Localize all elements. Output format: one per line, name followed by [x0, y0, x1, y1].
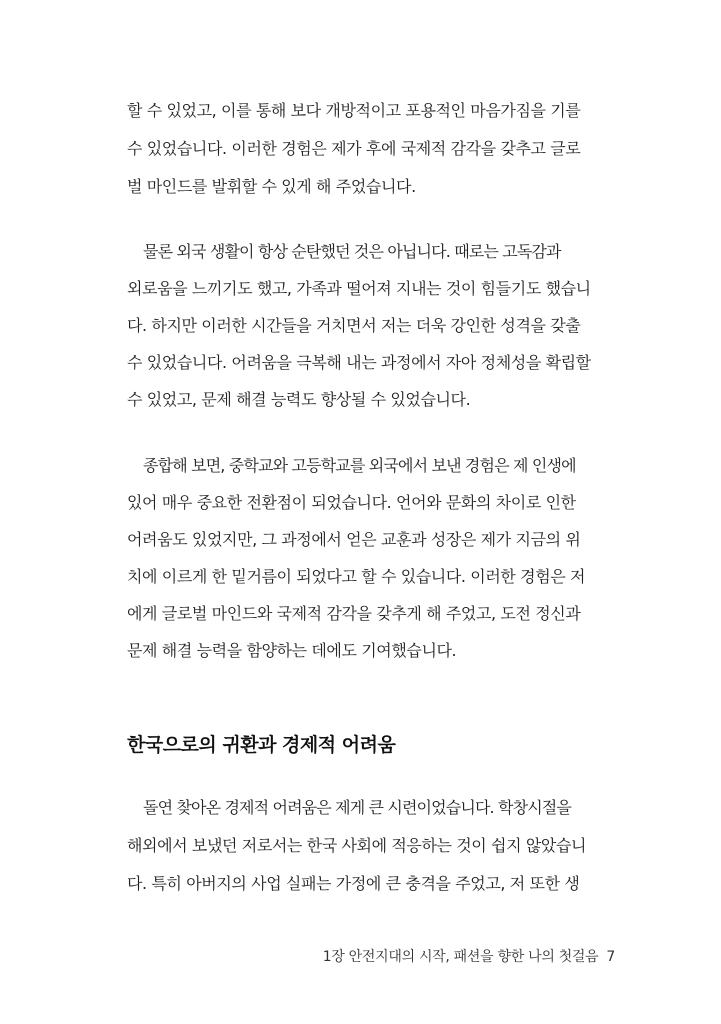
page-footer	[323, 946, 615, 966]
paragraph-line: 해외에서 보냈던 저로서는 한국 사회에 적응하는 것이 쉽지 않았습니	[127, 836, 587, 855]
paragraph-line: 벌 마인드를 발휘할 수 있게 해 주었습니다.	[127, 177, 416, 196]
paragraph-line: 다. 하지만 이러한 시간들을 거치면서 저는 더욱 강인한 성격을 갖출	[127, 316, 581, 335]
paragraph-line: 문제 해결 능력을 함양하는 데에도 기여했습니다.	[127, 641, 457, 660]
paragraph-line: 있어 매우 중요한 전환점이 되었습니다. 언어와 문화의 차이로 인한	[127, 493, 576, 512]
paragraph-line: 수 있었고, 문제 해결 능력도 향상될 수 있었습니다.	[127, 390, 471, 409]
paragraph-line: 돌연 찾아온 경제적 어려움은 제게 큰 시련이었습니다. 학창시절을	[143, 798, 572, 817]
paragraph-line: 물론 외국 생활이 항상 순탄했던 것은 아닙니다. 때로는 고독감과	[143, 242, 561, 261]
paragraph-line: 할 수 있었고, 이를 통해 보다 개방적이고 포용적인 마음가짐을 기를	[127, 101, 581, 120]
paragraph-line: 에게 글로벌 마인드와 국제적 감각을 갖추게 해 주었고, 도전 정신과	[127, 604, 581, 623]
paragraph-line: 어려움도 있었지만, 그 과정에서 얻은 교훈과 성장은 제가 지금의 위	[127, 530, 581, 549]
paragraph-line: 종합해 보면, 중학교와 고등학교를 외국에서 보낸 경험은 제 인생에	[143, 456, 576, 475]
running-title: 1장 안전지대의 시작, 패션을 향한 나의 첫걸음	[322, 949, 599, 965]
paragraph-line: 외로움을 느끼기도 했고, 가족과 떨어져 지내는 것이 힘들기도 했습니	[127, 279, 591, 298]
paragraph-line: 치에 이르게 한 밑거름이 되었다고 할 수 있습니다. 이러한 경험은 저	[127, 567, 586, 586]
page-number: 7	[606, 949, 615, 965]
paragraph-line: 수 있었습니다. 이러한 경험은 제가 후에 국제적 감각을 갖추고 글로	[127, 139, 581, 158]
paragraph-line: 수 있었습니다. 어려움을 극복해 내는 과정에서 자아 정체성을 확립할	[127, 353, 591, 372]
paragraph-line: 다. 특히 아버지의 사업 실패는 가정에 큰 충격을 주었고, 저 또한 생	[127, 874, 580, 893]
section-heading: 한국으로의 귀환과 경제적 어려움	[127, 734, 396, 756]
